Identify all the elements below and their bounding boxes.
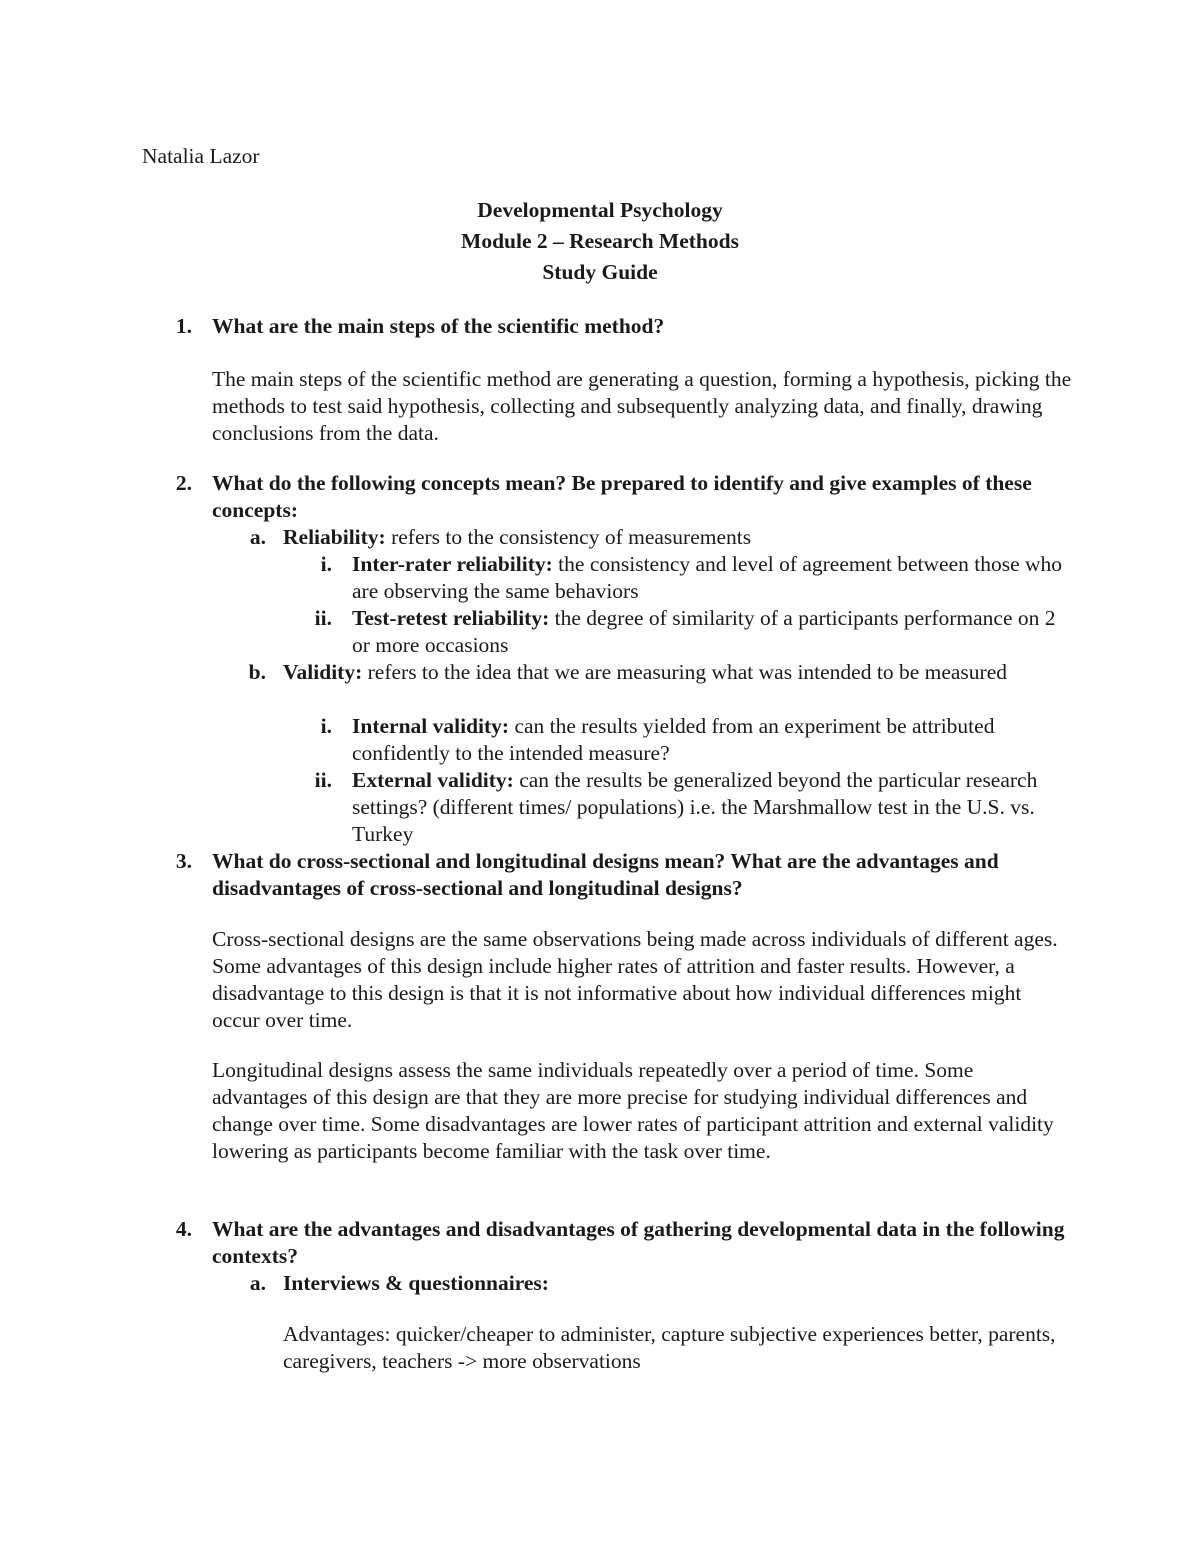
item-4a-heading: Interviews & questionnaires: bbox=[283, 1271, 549, 1295]
term: Inter-rater reliability: bbox=[352, 552, 553, 576]
item-2b-i-internal bbox=[352, 713, 1072, 767]
item-2a-reliability bbox=[283, 524, 1073, 551]
item-2b-ii-external bbox=[352, 767, 1072, 848]
item-2a-i-inter-rater bbox=[352, 551, 1072, 605]
question-1: What are the main steps of the scientific method? bbox=[212, 314, 665, 338]
answer-1: The main steps of the scientific method are generating a question, forming a hypothesis, picking the methods to test said hypothesis, collecting and subsequently analyzing data, and finally, drawing conclusions from the data. bbox=[212, 367, 1072, 445]
question-4-number: 4. bbox=[175, 1217, 192, 1241]
item-2b-ii-marker: ii. bbox=[314, 768, 332, 792]
author-name: Natalia Lazor bbox=[142, 144, 260, 168]
item-2b-letter: b. bbox=[248, 660, 266, 684]
item-4a-letter: a. bbox=[249, 1271, 266, 1295]
term: External validity: bbox=[352, 768, 514, 792]
item-2a-ii-test-retest bbox=[352, 605, 1072, 659]
definition: the consistency and level of agreement between those who are observing the same behaviors bbox=[352, 552, 1063, 603]
definition: refers to the idea that we are measuring what was intended to be measured bbox=[362, 660, 1007, 684]
question-2: What do the following concepts mean? Be prepared to identify and give examples of these concepts: bbox=[212, 471, 1032, 522]
item-4a-answer: Advantages: quicker/cheaper to administer, capture subjective experiences better, parents, caregivers, teachers -> more observations bbox=[283, 1322, 1056, 1373]
answer-3-longitudinal: Longitudinal designs assess the same individuals repeatedly over a period of time. Some advantages of this design are that they are more precise for studying individual differences and change over time. Some disadvantages are lower rates of participant attrition and external validity lowering as participants become familiar with the task over time. bbox=[212, 1058, 1054, 1163]
question-4: What are the advantages and disadvantages of gathering developmental data in the following contexts? bbox=[212, 1217, 1065, 1268]
term: Reliability: bbox=[283, 525, 386, 549]
module-title: Module 2 – Research Methods bbox=[461, 229, 739, 253]
definition: the degree of similarity of a participants performance on 2 or more occasions bbox=[352, 606, 1056, 657]
item-2a-letter: a. bbox=[249, 525, 266, 549]
definition: refers to the consistency of measurements bbox=[385, 525, 752, 549]
definition: can the results be generalized beyond the particular research settings? (different times/ populations) i.e. the Marshmallow test in the U.S. vs. Turkey bbox=[352, 768, 1038, 846]
question-2-number: 2. bbox=[175, 471, 192, 495]
item-2a-ii-marker: ii. bbox=[314, 606, 332, 630]
answer-3-cross-sectional: Cross-sectional designs are the same observations being made across individuals of different ages. Some advantages of this design include higher rates of attrition and faster results. However, a disadvantage to this design is that it is not informative about how individual differences might occur over time. bbox=[212, 927, 1058, 1032]
guide-subtitle: Study Guide bbox=[542, 260, 658, 284]
item-2a-i-marker: i. bbox=[320, 552, 332, 576]
item-2b-validity bbox=[283, 659, 1073, 686]
term: Internal validity: bbox=[352, 714, 510, 738]
question-1-number: 1. bbox=[175, 314, 192, 338]
term: Validity: bbox=[283, 660, 363, 684]
term: Test-retest reliability: bbox=[352, 606, 550, 630]
question-3-number: 3. bbox=[175, 849, 192, 873]
item-2b-i-marker: i. bbox=[320, 714, 332, 738]
question-3: What do cross-sectional and longitudinal designs mean? What are the advantages and disadvantages of cross-sectional and longitudinal designs? bbox=[212, 849, 999, 900]
course-title: Developmental Psychology bbox=[477, 198, 723, 222]
definition: can the results yielded from an experiment be attributed confidently to the intended measure? bbox=[352, 714, 995, 765]
